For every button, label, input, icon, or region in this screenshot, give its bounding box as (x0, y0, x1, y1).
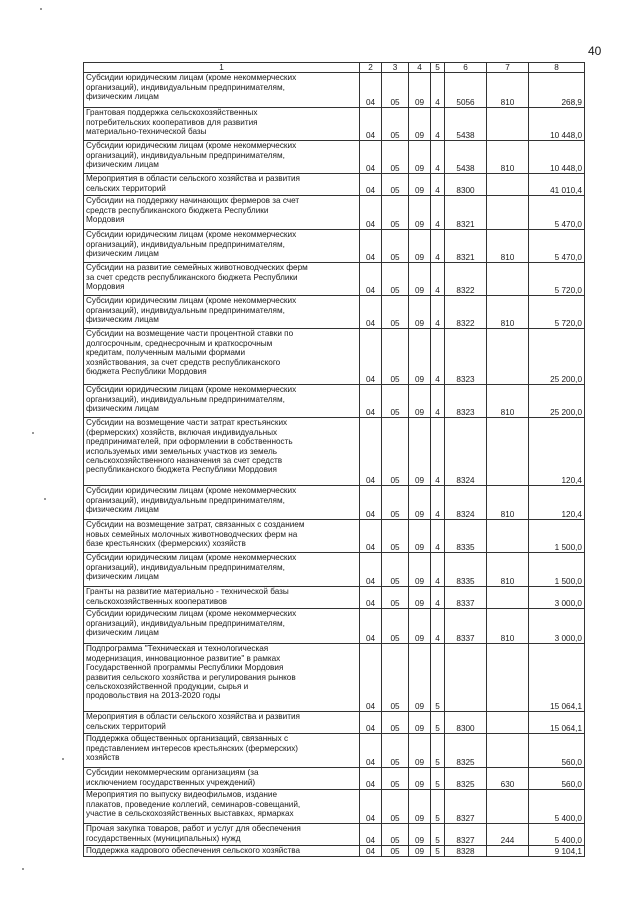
row-code-cell-3: 05 (382, 824, 409, 846)
row-code-cell-5: 5 (431, 790, 445, 824)
row-code-cell-7 (487, 174, 529, 196)
row-code-cell-7 (487, 418, 529, 486)
row-code-cell-5: 4 (431, 553, 445, 587)
row-code-cell-7: 810 (487, 385, 529, 418)
header-col-8: 8 (529, 63, 585, 73)
row-amount-cell: 41 010,4 (529, 174, 585, 196)
row-code-cell-7: 810 (487, 553, 529, 587)
row-code-cell-4: 09 (409, 846, 431, 857)
row-code-cell-6: 5056 (445, 73, 487, 108)
row-code-cell-4: 09 (409, 263, 431, 296)
row-name-cell: Субсидии на поддержку начинающих фермеров за счет средств республиканского бюджета Республики Мордовия (84, 196, 360, 230)
table-row (84, 712, 585, 734)
row-code-cell-2: 04 (360, 418, 382, 486)
row-code-cell-6: 8335 (445, 520, 487, 553)
row-code-cell-4: 09 (409, 329, 431, 385)
row-code-cell-4: 09 (409, 553, 431, 587)
row-name-cell: Субсидии на возмещение части затрат крестьянских (фермерских) хозяйств, включая индивидуальных предпринимателей, при оформлении в собственность используемых ими земельных участков из земель сельскохозяйственного назначения за счет средств республиканского бюджета Республики Мордовия (84, 418, 360, 486)
row-name-cell: Субсидии юридическим лицам (кроме некоммерческих организаций), индивидуальным предпринимателям, физическим лицам (84, 141, 360, 174)
row-code-cell-2: 04 (360, 141, 382, 174)
row-amount-cell: 5 400,0 (529, 824, 585, 846)
table-body (84, 73, 585, 857)
row-amount-cell: 5 720,0 (529, 296, 585, 329)
row-code-cell-6: 8321 (445, 196, 487, 230)
row-code-cell-4: 09 (409, 73, 431, 108)
row-code-cell-5: 4 (431, 520, 445, 553)
table-row (84, 553, 585, 587)
table-row (84, 846, 585, 857)
row-name-cell: Субсидии на возмещение затрат, связанных с созданием новых семейных молочных животноводческих ферм на базе крестьянских (фермерских) хозяйств (84, 520, 360, 553)
row-name-cell: Гранты на развитие материально - технической базы сельскохозяйственных кооперативов (84, 587, 360, 609)
row-code-cell-3: 05 (382, 108, 409, 141)
table-row (84, 329, 585, 385)
row-code-cell-5: 4 (431, 296, 445, 329)
row-code-cell-3: 05 (382, 296, 409, 329)
row-code-cell-3: 05 (382, 141, 409, 174)
table-row (84, 108, 585, 141)
row-code-cell-2: 04 (360, 73, 382, 108)
row-code-cell-3: 05 (382, 609, 409, 644)
row-code-cell-7: 810 (487, 486, 529, 520)
row-amount-cell: 268,9 (529, 73, 585, 108)
row-code-cell-3: 05 (382, 73, 409, 108)
row-code-cell-6: 8325 (445, 768, 487, 790)
row-code-cell-4: 09 (409, 385, 431, 418)
row-code-cell-2: 04 (360, 486, 382, 520)
row-code-cell-7 (487, 587, 529, 609)
row-code-cell-3: 05 (382, 230, 409, 263)
row-code-cell-5: 4 (431, 385, 445, 418)
header-col-4: 4 (409, 63, 431, 73)
row-code-cell-5: 4 (431, 196, 445, 230)
scan-speck (32, 432, 34, 434)
scan-speck (44, 498, 46, 500)
header-col-1: 1 (84, 63, 360, 73)
row-code-cell-4: 09 (409, 196, 431, 230)
table-row (84, 418, 585, 486)
row-code-cell-6: 8335 (445, 553, 487, 587)
table-row (84, 230, 585, 263)
row-code-cell-5: 4 (431, 141, 445, 174)
row-code-cell-3: 05 (382, 587, 409, 609)
row-amount-cell: 5 470,0 (529, 230, 585, 263)
row-code-cell-2: 04 (360, 609, 382, 644)
row-name-cell: Мероприятия в области сельского хозяйства и развития сельских территорий (84, 174, 360, 196)
table-row (84, 174, 585, 196)
row-amount-cell: 25 200,0 (529, 385, 585, 418)
row-code-cell-7 (487, 790, 529, 824)
row-code-cell-2: 04 (360, 846, 382, 857)
row-code-cell-3: 05 (382, 329, 409, 385)
row-code-cell-2: 04 (360, 587, 382, 609)
table-row (84, 73, 585, 108)
row-code-cell-6: 8337 (445, 609, 487, 644)
row-code-cell-3: 05 (382, 644, 409, 712)
row-name-cell: Грантовая поддержка сельскохозяйственных потребительских кооперативов для развития материально-технической базы (84, 108, 360, 141)
row-name-cell: Субсидии юридическим лицам (кроме некоммерческих организаций), индивидуальным предпринимателям, физическим лицам (84, 230, 360, 263)
row-amount-cell: 120,4 (529, 418, 585, 486)
row-code-cell-2: 04 (360, 329, 382, 385)
header-col-6: 6 (445, 63, 487, 73)
row-code-cell-5: 5 (431, 846, 445, 857)
row-code-cell-5: 4 (431, 230, 445, 263)
row-code-cell-5: 4 (431, 418, 445, 486)
row-name-cell: Мероприятия в области сельского хозяйства и развития сельских территорий (84, 712, 360, 734)
row-code-cell-5: 4 (431, 108, 445, 141)
row-name-cell: Субсидии юридическим лицам (кроме некоммерческих организаций), индивидуальным предпринимателям, физическим лицам (84, 553, 360, 587)
row-code-cell-3: 05 (382, 553, 409, 587)
row-code-cell-7: 810 (487, 609, 529, 644)
row-code-cell-4: 09 (409, 587, 431, 609)
row-code-cell-5: 5 (431, 824, 445, 846)
header-col-7: 7 (487, 63, 529, 73)
row-amount-cell: 1 500,0 (529, 520, 585, 553)
row-code-cell-6 (445, 644, 487, 712)
row-code-cell-3: 05 (382, 520, 409, 553)
row-code-cell-3: 05 (382, 768, 409, 790)
row-code-cell-4: 09 (409, 824, 431, 846)
row-amount-cell: 560,0 (529, 734, 585, 768)
row-code-cell-7: 810 (487, 230, 529, 263)
row-amount-cell: 560,0 (529, 768, 585, 790)
row-name-cell: Субсидии юридическим лицам (кроме некоммерческих организаций), индивидуальным предпринимателям, физическим лицам (84, 296, 360, 329)
row-code-cell-7 (487, 712, 529, 734)
table-row (84, 587, 585, 609)
row-code-cell-5: 4 (431, 73, 445, 108)
row-code-cell-2: 04 (360, 196, 382, 230)
row-amount-cell: 15 064,1 (529, 712, 585, 734)
table-row (84, 520, 585, 553)
row-code-cell-7 (487, 263, 529, 296)
row-code-cell-7: 244 (487, 824, 529, 846)
row-amount-cell: 3 000,0 (529, 587, 585, 609)
table-row (84, 734, 585, 768)
row-code-cell-2: 04 (360, 520, 382, 553)
row-code-cell-4: 09 (409, 609, 431, 644)
table-row (84, 263, 585, 296)
row-code-cell-5: 4 (431, 263, 445, 296)
row-code-cell-4: 09 (409, 520, 431, 553)
table-row (84, 486, 585, 520)
row-code-cell-3: 05 (382, 418, 409, 486)
row-name-cell: Субсидии юридическим лицам (кроме некоммерческих организаций), индивидуальным предпринимателям, физическим лицам (84, 385, 360, 418)
row-code-cell-2: 04 (360, 385, 382, 418)
row-code-cell-2: 04 (360, 296, 382, 329)
row-code-cell-4: 09 (409, 296, 431, 329)
row-code-cell-3: 05 (382, 712, 409, 734)
row-name-cell: Мероприятия по выпуску видеофильмов, издание плакатов, проведение коллегий, семинаров-совещаний, участие в сельскохозяйственных выставках, ярмарках (84, 790, 360, 824)
row-amount-cell: 25 200,0 (529, 329, 585, 385)
row-code-cell-3: 05 (382, 196, 409, 230)
row-code-cell-5: 4 (431, 174, 445, 196)
row-name-cell: Субсидии юридическим лицам (кроме некоммерческих организаций), индивидуальным предпринимателям, физическим лицам (84, 609, 360, 644)
row-code-cell-7: 810 (487, 296, 529, 329)
row-code-cell-7 (487, 108, 529, 141)
budget-table (83, 62, 585, 857)
row-code-cell-4: 09 (409, 230, 431, 263)
row-amount-cell: 3 000,0 (529, 609, 585, 644)
row-code-cell-3: 05 (382, 174, 409, 196)
row-amount-cell: 5 470,0 (529, 196, 585, 230)
table-row (84, 790, 585, 824)
row-code-cell-3: 05 (382, 790, 409, 824)
row-code-cell-3: 05 (382, 385, 409, 418)
row-code-cell-2: 04 (360, 734, 382, 768)
row-code-cell-4: 09 (409, 790, 431, 824)
table-header-row (84, 63, 585, 73)
row-name-cell: Прочая закупка товаров, работ и услуг для обеспечения государственных (муниципальных) нужд (84, 824, 360, 846)
row-name-cell: Субсидии на возмещение части процентной ставки по долгосрочным, среднесрочным и краткосрочным кредитам, полученным малыми формами хозяйствования, за счет средств республиканского бюджета Республики Мордовия (84, 329, 360, 385)
row-code-cell-7 (487, 846, 529, 857)
row-code-cell-4: 09 (409, 486, 431, 520)
row-code-cell-5: 5 (431, 644, 445, 712)
row-code-cell-6: 8321 (445, 230, 487, 263)
row-code-cell-6: 8328 (445, 846, 487, 857)
row-code-cell-4: 09 (409, 768, 431, 790)
row-code-cell-4: 09 (409, 734, 431, 768)
table-row (84, 768, 585, 790)
table-row (84, 141, 585, 174)
row-code-cell-2: 04 (360, 108, 382, 141)
row-code-cell-3: 05 (382, 734, 409, 768)
row-code-cell-6: 5438 (445, 108, 487, 141)
row-name-cell: Поддержка кадрового обеспечения сельского хозяйства (84, 846, 360, 857)
row-code-cell-2: 04 (360, 644, 382, 712)
row-code-cell-6: 8300 (445, 712, 487, 734)
row-code-cell-6: 5438 (445, 141, 487, 174)
row-code-cell-2: 04 (360, 263, 382, 296)
row-code-cell-4: 09 (409, 174, 431, 196)
table-row (84, 609, 585, 644)
row-code-cell-5: 4 (431, 587, 445, 609)
row-code-cell-2: 04 (360, 230, 382, 263)
row-code-cell-6: 8323 (445, 329, 487, 385)
header-col-3: 3 (382, 63, 409, 73)
row-code-cell-3: 05 (382, 486, 409, 520)
row-name-cell: Субсидии юридическим лицам (кроме некоммерческих организаций), индивидуальным предпринимателям, физическим лицам (84, 486, 360, 520)
row-code-cell-4: 09 (409, 141, 431, 174)
header-col-2: 2 (360, 63, 382, 73)
row-code-cell-5: 5 (431, 734, 445, 768)
scan-speck (62, 758, 64, 760)
row-code-cell-6: 8325 (445, 734, 487, 768)
table-row (84, 824, 585, 846)
row-code-cell-2: 04 (360, 712, 382, 734)
header-col-5: 5 (431, 63, 445, 73)
row-code-cell-4: 09 (409, 418, 431, 486)
row-name-cell: Субсидии некоммерческим организациям (за исключением государственных учреждений) (84, 768, 360, 790)
row-code-cell-2: 04 (360, 768, 382, 790)
row-code-cell-2: 04 (360, 824, 382, 846)
row-code-cell-5: 4 (431, 486, 445, 520)
row-amount-cell: 9 104,1 (529, 846, 585, 857)
row-code-cell-6: 8300 (445, 174, 487, 196)
row-amount-cell: 10 448,0 (529, 108, 585, 141)
row-code-cell-3: 05 (382, 846, 409, 857)
row-code-cell-5: 4 (431, 329, 445, 385)
row-code-cell-7: 630 (487, 768, 529, 790)
row-code-cell-6: 8322 (445, 296, 487, 329)
row-code-cell-2: 04 (360, 553, 382, 587)
row-name-cell: Поддержка общественных организаций, связанных с представлением интересов крестьянских (фермерских) хозяйств (84, 734, 360, 768)
row-code-cell-7 (487, 329, 529, 385)
row-code-cell-2: 04 (360, 790, 382, 824)
row-code-cell-7: 810 (487, 73, 529, 108)
row-amount-cell: 15 064,1 (529, 644, 585, 712)
table-row (84, 644, 585, 712)
row-code-cell-7 (487, 196, 529, 230)
row-code-cell-6: 8324 (445, 486, 487, 520)
row-code-cell-6: 8337 (445, 587, 487, 609)
table-row (84, 296, 585, 329)
row-code-cell-7: 810 (487, 141, 529, 174)
row-code-cell-7 (487, 520, 529, 553)
table-row (84, 385, 585, 418)
row-amount-cell: 5 400,0 (529, 790, 585, 824)
row-code-cell-5: 4 (431, 609, 445, 644)
row-code-cell-2: 04 (360, 174, 382, 196)
row-name-cell: Субсидии юридическим лицам (кроме некоммерческих организаций), индивидуальным предпринимателям, физическим лицам (84, 73, 360, 108)
row-amount-cell: 1 500,0 (529, 553, 585, 587)
row-code-cell-7 (487, 734, 529, 768)
row-name-cell: Субсидии на развитие семейных животноводческих ферм за счет средств республиканского бюджета Республики Мордовия (84, 263, 360, 296)
row-amount-cell: 10 448,0 (529, 141, 585, 174)
row-name-cell: Подпрограмма "Техническая и технологическая модернизация, инновационное развитие" в рамках Государственной программы Республики Мордовия развития сельского хозяйства и регулирования рынков сельскохозяйственной продукции, сырья и продовольствия на 2013-2020 годы (84, 644, 360, 712)
scan-speck (40, 8, 42, 10)
row-amount-cell: 5 720,0 (529, 263, 585, 296)
row-code-cell-6: 8324 (445, 418, 487, 486)
row-code-cell-4: 09 (409, 712, 431, 734)
row-code-cell-6: 8323 (445, 385, 487, 418)
row-code-cell-6: 8322 (445, 263, 487, 296)
row-code-cell-3: 05 (382, 263, 409, 296)
row-code-cell-6: 8327 (445, 790, 487, 824)
row-code-cell-4: 09 (409, 108, 431, 141)
row-code-cell-4: 09 (409, 644, 431, 712)
row-code-cell-6: 8327 (445, 824, 487, 846)
scan-speck (22, 868, 24, 870)
page-number: 40 (588, 44, 602, 58)
row-code-cell-5: 5 (431, 712, 445, 734)
row-code-cell-5: 5 (431, 768, 445, 790)
row-code-cell-7 (487, 644, 529, 712)
row-amount-cell: 120,4 (529, 486, 585, 520)
table-row (84, 196, 585, 230)
